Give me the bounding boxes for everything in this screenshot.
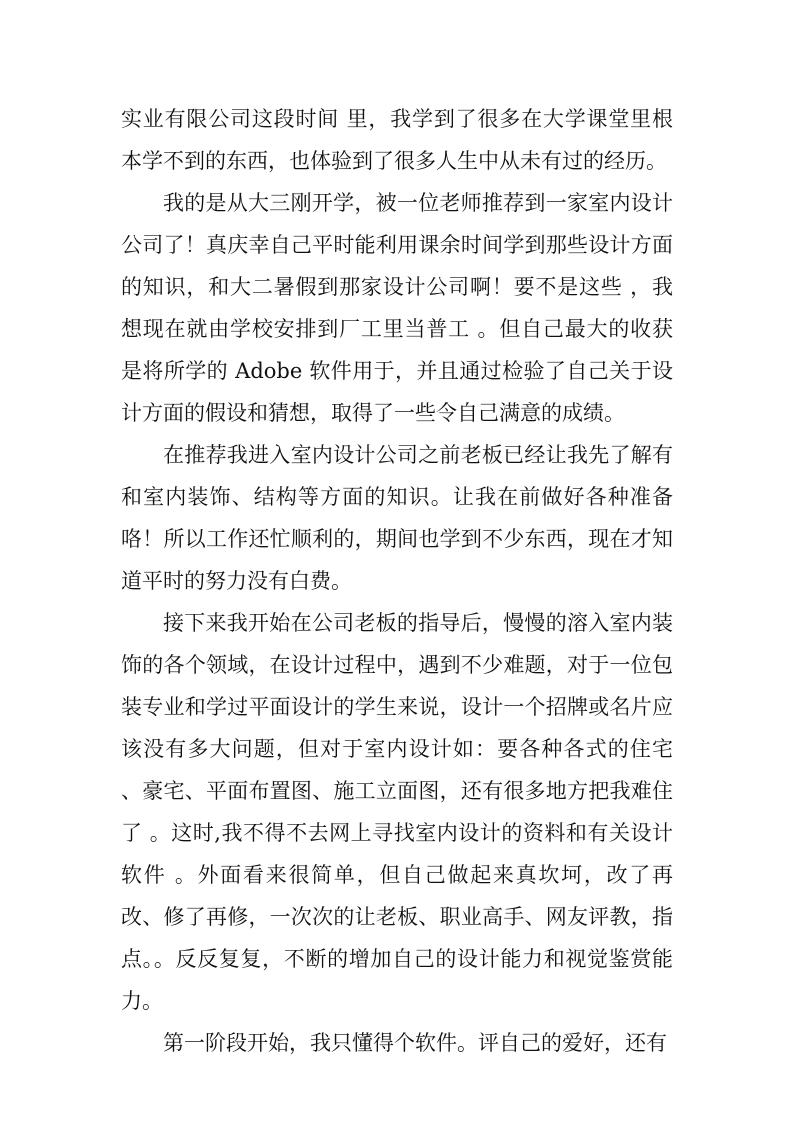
document-body bbox=[121, 98, 673, 1064]
paragraph: 实业有限公司这段时间 里，我学到了很多在大学课堂里根本学不到的东西，也体验到了很多人生中从未有过的经历。 bbox=[121, 107, 673, 173]
paragraph: 接下来我开始在公司老板的指导后，慢慢的溶入室内装饰的各个领域，在设计过程中，遇到不少难题，对于一位包装专业和学过平面设计的学生来说，设计一个招牌或名片应该没有多大问题，但对于室内设计如：要各种各式的住宅 、豪宅、平面布置图、施工立面图，还有很多地方把我难住了 。这时,我不得不去网上寻找室内设计的资料和有关设计软件 。外面看来很简单，但自己做起来真坎坷，改了再改、修了再修，一次次的让老板、职业高手、网友评教，指点。。反反复复，不断的增加自己的设计能力和视觉鉴赏能力。 bbox=[121, 611, 673, 1013]
paragraph: 在推荐我进入室内设计公司之前老板已经让我先了解有和室内装饰、结构等方面的知识。让我在前做好各种准备咯！所以工作还忙顺利的，期间也学到不少东西，现在才知道平时的努力没有白费。 bbox=[121, 443, 673, 593]
paragraph: 我的是从大三刚开学，被一位老师推荐到一家室内设计公司了！真庆幸自己平时能利用课余时间学到那些设计方面的知识，和大二暑假到那家设计公司啊！要不是这些 ，我想现在就由学校安排到厂工里当普工 。但自己最大的收获是将所学的 Adobe 软件用于，并且通过检验了自己关于设计方面的假设和猜想，取得了一些令自己满意的成绩。 bbox=[121, 191, 673, 425]
paragraph: 第一阶段开始，我只懂得个软件。评自己的爱好，还有 bbox=[163, 1031, 667, 1055]
